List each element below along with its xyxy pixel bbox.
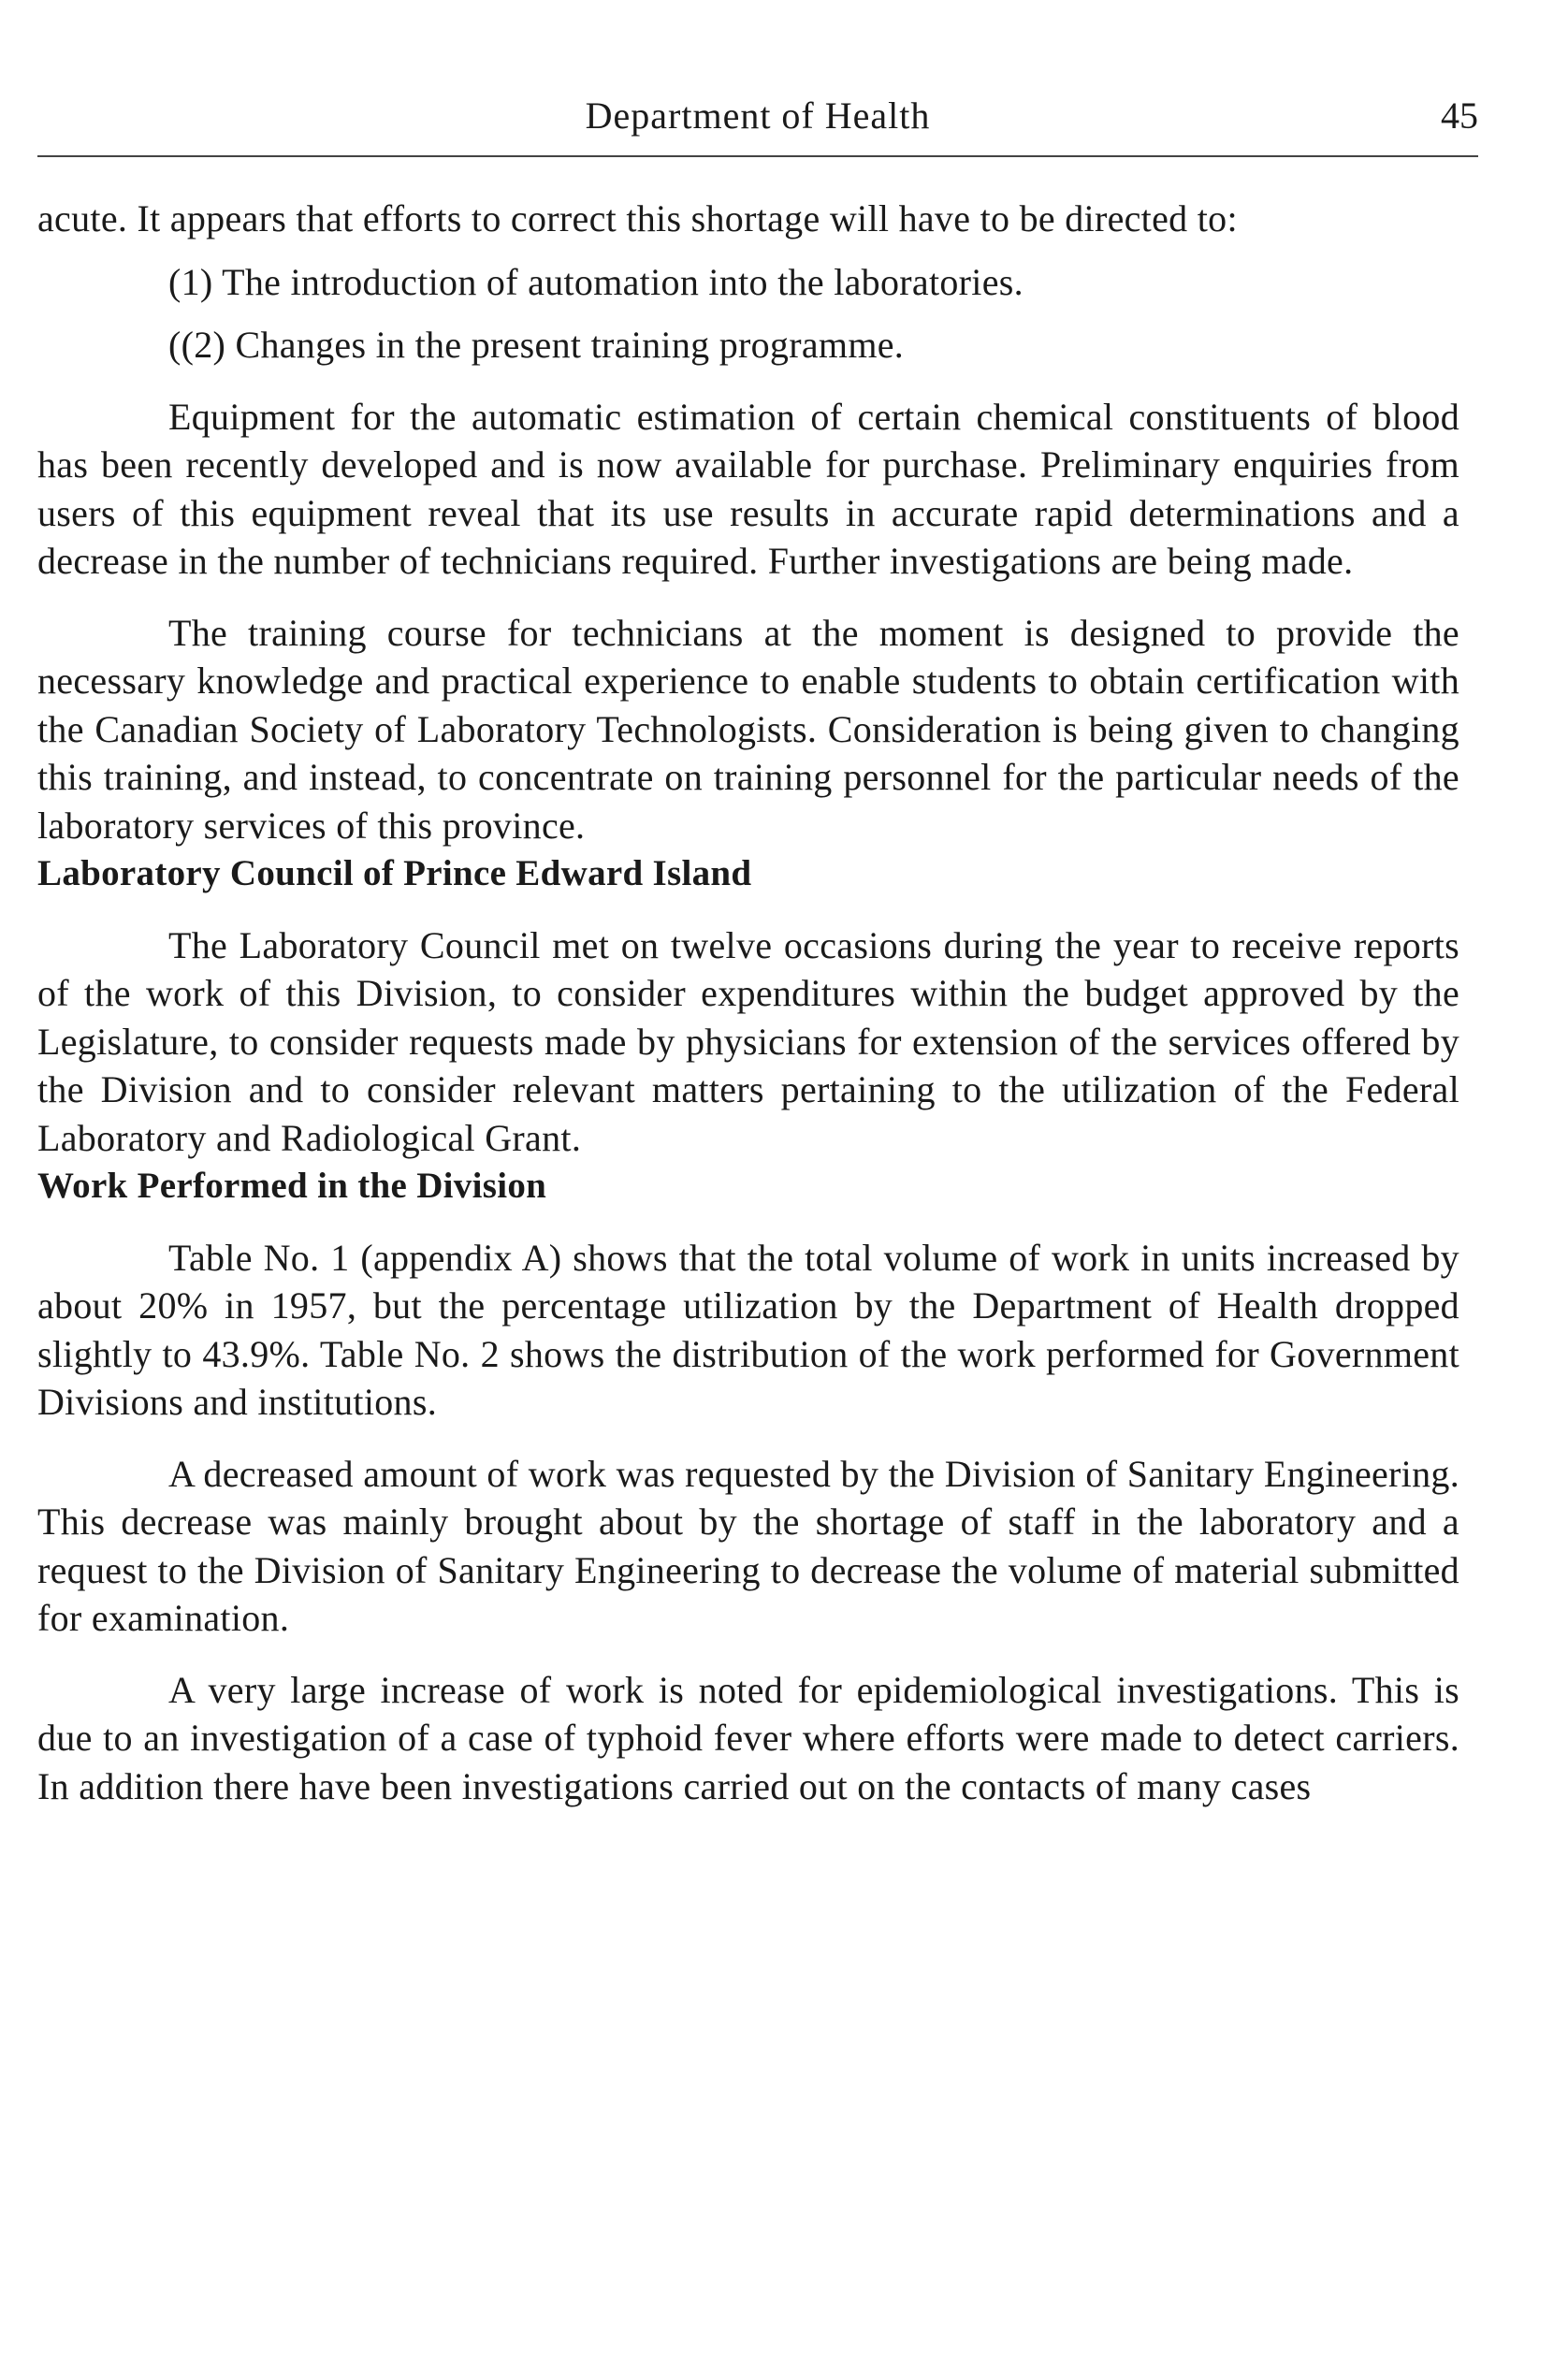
paragraph-intro: acute. It appears that efforts to correct this shortage will have to be directed to: bbox=[37, 197, 1238, 239]
paragraph-laboratory-council: The Laboratory Council met on twelve occasions during the year to receive reports of the work of this Division, to consider expenditures within the budget approved by the Legislature, to consider requests made by physicians for extension of the services offered by the Division and to consider relevant matters pertaining to the utilization of the Federal Laboratory and Radiological Grant. bbox=[37, 923, 1459, 1159]
page-number: 45 bbox=[1441, 94, 1478, 137]
section-heading-laboratory-council: Laboratory Council of Prince Edward Island bbox=[37, 853, 752, 893]
paragraph-training-course: The training course for technicians at the moment is designed to provide the necessary knowledge and practical experience to enable students to obtain certification with the Canadian Society of Laboratory Technologists. Consideration is being given to changing this training, and instead, to concentrate on training personnel for the particular needs of the laboratory services of this province. bbox=[37, 611, 1459, 847]
paragraph-epidemiological: A very large increase of work is noted for epidemiological investigations. This is due to an investigation of a case of typhoid fever where efforts were made to detect carriers. In addition there have been investigations carried out on the contacts of many cases bbox=[37, 1668, 1459, 1807]
list-item-automation: (1) The introduction of automation into the laboratories. bbox=[168, 260, 1024, 303]
list-item-training-changes: ((2) Changes in the present training programme. bbox=[168, 324, 905, 366]
body-text bbox=[37, 195, 1459, 1810]
section-heading-work-performed: Work Performed in the Division bbox=[37, 1166, 547, 1206]
running-head bbox=[37, 94, 1478, 157]
paragraph-table-summary: Table No. 1 (appendix A) shows that the total volume of work in units increased by about 20% in 1957, but the percentage utilization by the Department of Health dropped slightly to 43.9%. Table No. 2 shows the distribution of the work performed for Government Divisions and institutions. bbox=[37, 1236, 1459, 1423]
paragraph-sanitary-engineering: A decreased amount of work was requested by the Division of Sanitary Engineering. This decrease was mainly brought about by the shortage of staff in the laboratory and a request to the Division of Sanitary Engineering to decrease the volume of material submitted for examination. bbox=[37, 1452, 1459, 1639]
paragraph-equipment: Equipment for the automatic estimation of certain chemical constituents of blood has been recently developed and is now available for purchase. Preliminary enquiries from users of this equipment reveal that its use results in accurate rapid determinations and a decrease in the number of technicians required. Further investigations are being made. bbox=[37, 395, 1459, 582]
running-title: Department of Health bbox=[585, 94, 931, 137]
